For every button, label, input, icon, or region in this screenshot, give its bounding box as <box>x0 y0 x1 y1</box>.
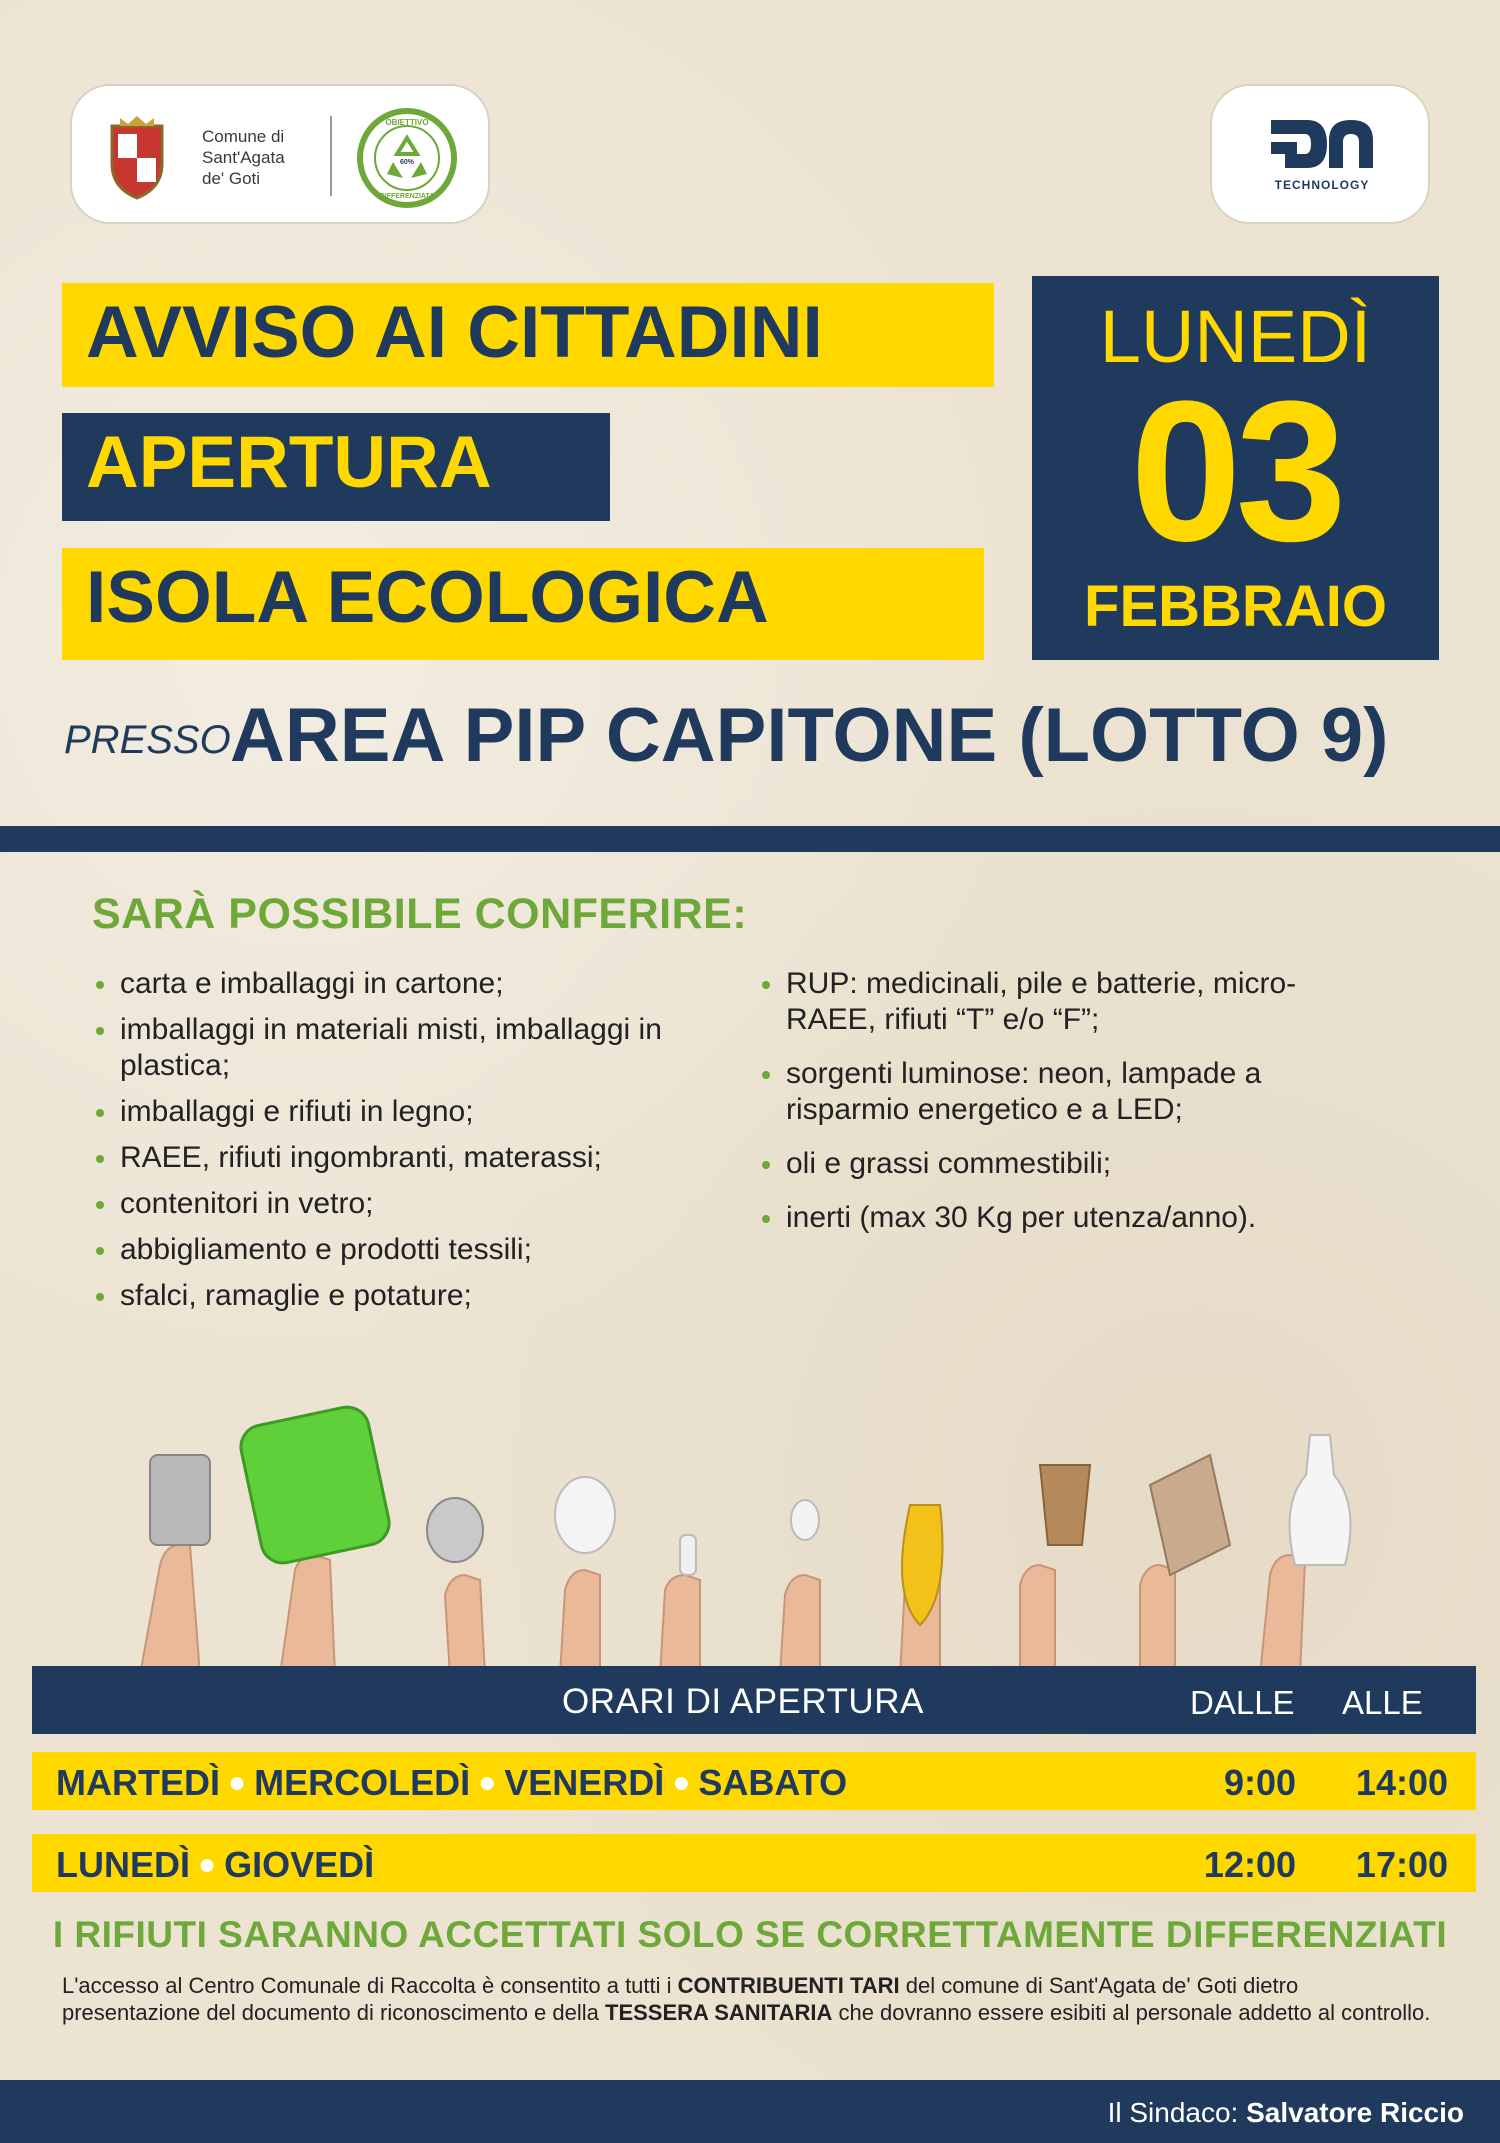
tin-can-icon <box>150 1455 210 1545</box>
list-item: contenitori in vetro; <box>94 1186 714 1222</box>
list-item: imballaggi e rifiuti in legno; <box>94 1094 714 1130</box>
title-avviso: AVVISO AI CITTADINI <box>62 283 994 387</box>
small-bulb-icon <box>791 1500 819 1540</box>
schedule-from-label: DALLE <box>1190 1684 1295 1721</box>
list-item: RUP: medicinali, pile e batterie, micro-RAEE, rifiuti “T” e/o “F”; <box>760 966 1380 1038</box>
date-month: FEBBRAIO <box>1084 574 1387 639</box>
comune-name: Comune di Sant'Agata de' Goti <box>202 127 285 188</box>
list-item: abbigliamento e prodotti tessili; <box>94 1232 714 1268</box>
schedule-to-time: 17:00 <box>1355 1844 1448 1885</box>
schedule-to-label: ALLE <box>1342 1684 1423 1721</box>
separator-dot-icon: ● <box>672 1766 691 1799</box>
day-label: LUNEDÌ <box>56 1844 190 1885</box>
battery-icon <box>680 1535 696 1575</box>
day-label: VENERDÌ <box>504 1762 665 1803</box>
list-item: carta e imballaggi in cartone; <box>94 966 714 1002</box>
badge-bottom-text: DIFFERENZIATA <box>379 193 435 200</box>
date-box <box>1032 276 1439 660</box>
location-prefix: PRESSO <box>64 718 231 762</box>
conferire-list-right <box>760 966 1380 1254</box>
badge-top-text: OBIETTIVO <box>385 118 429 127</box>
schedule-from-time: 9:00 <box>1223 1762 1296 1803</box>
footer-bar <box>0 2080 1500 2143</box>
schedule-days <box>56 1762 847 1804</box>
date-weekday: LUNEDÌ <box>1099 295 1372 378</box>
schedule-row <box>32 1834 1476 1892</box>
paper-cup-icon <box>1040 1465 1090 1545</box>
schedule-days <box>56 1844 374 1886</box>
light-bulb-icon <box>555 1477 615 1553</box>
card-divider <box>330 116 332 196</box>
list-item: inerti (max 30 Kg per utenza/anno). <box>760 1200 1380 1236</box>
location-name: AREA PIP CAPITONE (LOTTO 9) <box>230 693 1389 778</box>
date-day-number: 03 <box>1130 360 1341 583</box>
separator-dot-icon: ● <box>198 1848 217 1881</box>
access-notice: L'accesso al Centro Comunale di Raccolta è consentito a tutti i CONTRIBUENTI TARI del comune di Sant'Agata de' Goti dietro presentazione del documento di riconoscimento e della TESSERA SANITARIA che dovranno essere esibiti al personale addetto al controllo. <box>62 1973 1431 2025</box>
conferire-list-left <box>94 966 714 1324</box>
schedule-title: ORARI DI APERTURA <box>562 1682 924 1721</box>
coat-of-arms-icon <box>104 114 170 200</box>
schedule-to-time: 14:00 <box>1355 1762 1448 1803</box>
technology-label: TECHNOLOGY <box>1274 178 1370 192</box>
accepted-notice: I RIFIUTI SARANNO ACCETTATI SOLO SE CORRETTAMENTE DIFFERENZIATI <box>52 1914 1448 1955</box>
schedule-header <box>32 1666 1476 1734</box>
list-item: imballaggi in materiali misti, imballaggi in plastica; <box>94 1012 714 1084</box>
separator-dot-icon: ● <box>228 1766 247 1799</box>
crushed-can-icon <box>427 1498 483 1562</box>
mayor-role: Il Sindaco: <box>1107 2097 1239 2128</box>
badge-pct-text: 60% <box>399 159 415 166</box>
list-item: sorgenti luminose: neon, lampade a risparmio energetico e a LED; <box>760 1056 1380 1128</box>
glass-bottle-icon <box>1290 1435 1351 1565</box>
day-label: SABATO <box>698 1762 848 1803</box>
separator-dot-icon: ● <box>478 1766 497 1799</box>
section-divider-band <box>0 826 1500 852</box>
conferire-title: SARÀ POSSIBILE CONFERIRE: <box>92 890 748 938</box>
cardboard-icon <box>1150 1455 1230 1575</box>
mayor-signature <box>1108 2097 1464 2129</box>
day-label: MERCOLEDÌ <box>254 1762 471 1803</box>
comune-logo-card <box>70 84 490 224</box>
schedule-from-time: 12:00 <box>1203 1844 1296 1885</box>
recycle-badge-icon <box>357 108 457 208</box>
day-label: GIOVEDÌ <box>224 1844 375 1885</box>
hands-holding-waste-illustration <box>120 1395 1420 1675</box>
list-item: RAEE, rifiuti ingombranti, materassi; <box>94 1140 714 1176</box>
schedule-row <box>32 1752 1476 1810</box>
technology-logo-card <box>1210 84 1430 224</box>
day-label: MARTEDÌ <box>56 1762 220 1803</box>
title-isola-ecologica: ISOLA ECOLOGICA <box>62 548 984 660</box>
list-item: oli e grassi commestibili; <box>760 1146 1380 1182</box>
title-apertura: APERTURA <box>62 413 610 521</box>
list-item: sfalci, ramaglie e potature; <box>94 1278 714 1314</box>
da-technology-logo-icon <box>1267 114 1377 174</box>
plastic-container-icon <box>237 1403 393 1567</box>
mayor-name: Salvatore Riccio <box>1246 2097 1464 2128</box>
